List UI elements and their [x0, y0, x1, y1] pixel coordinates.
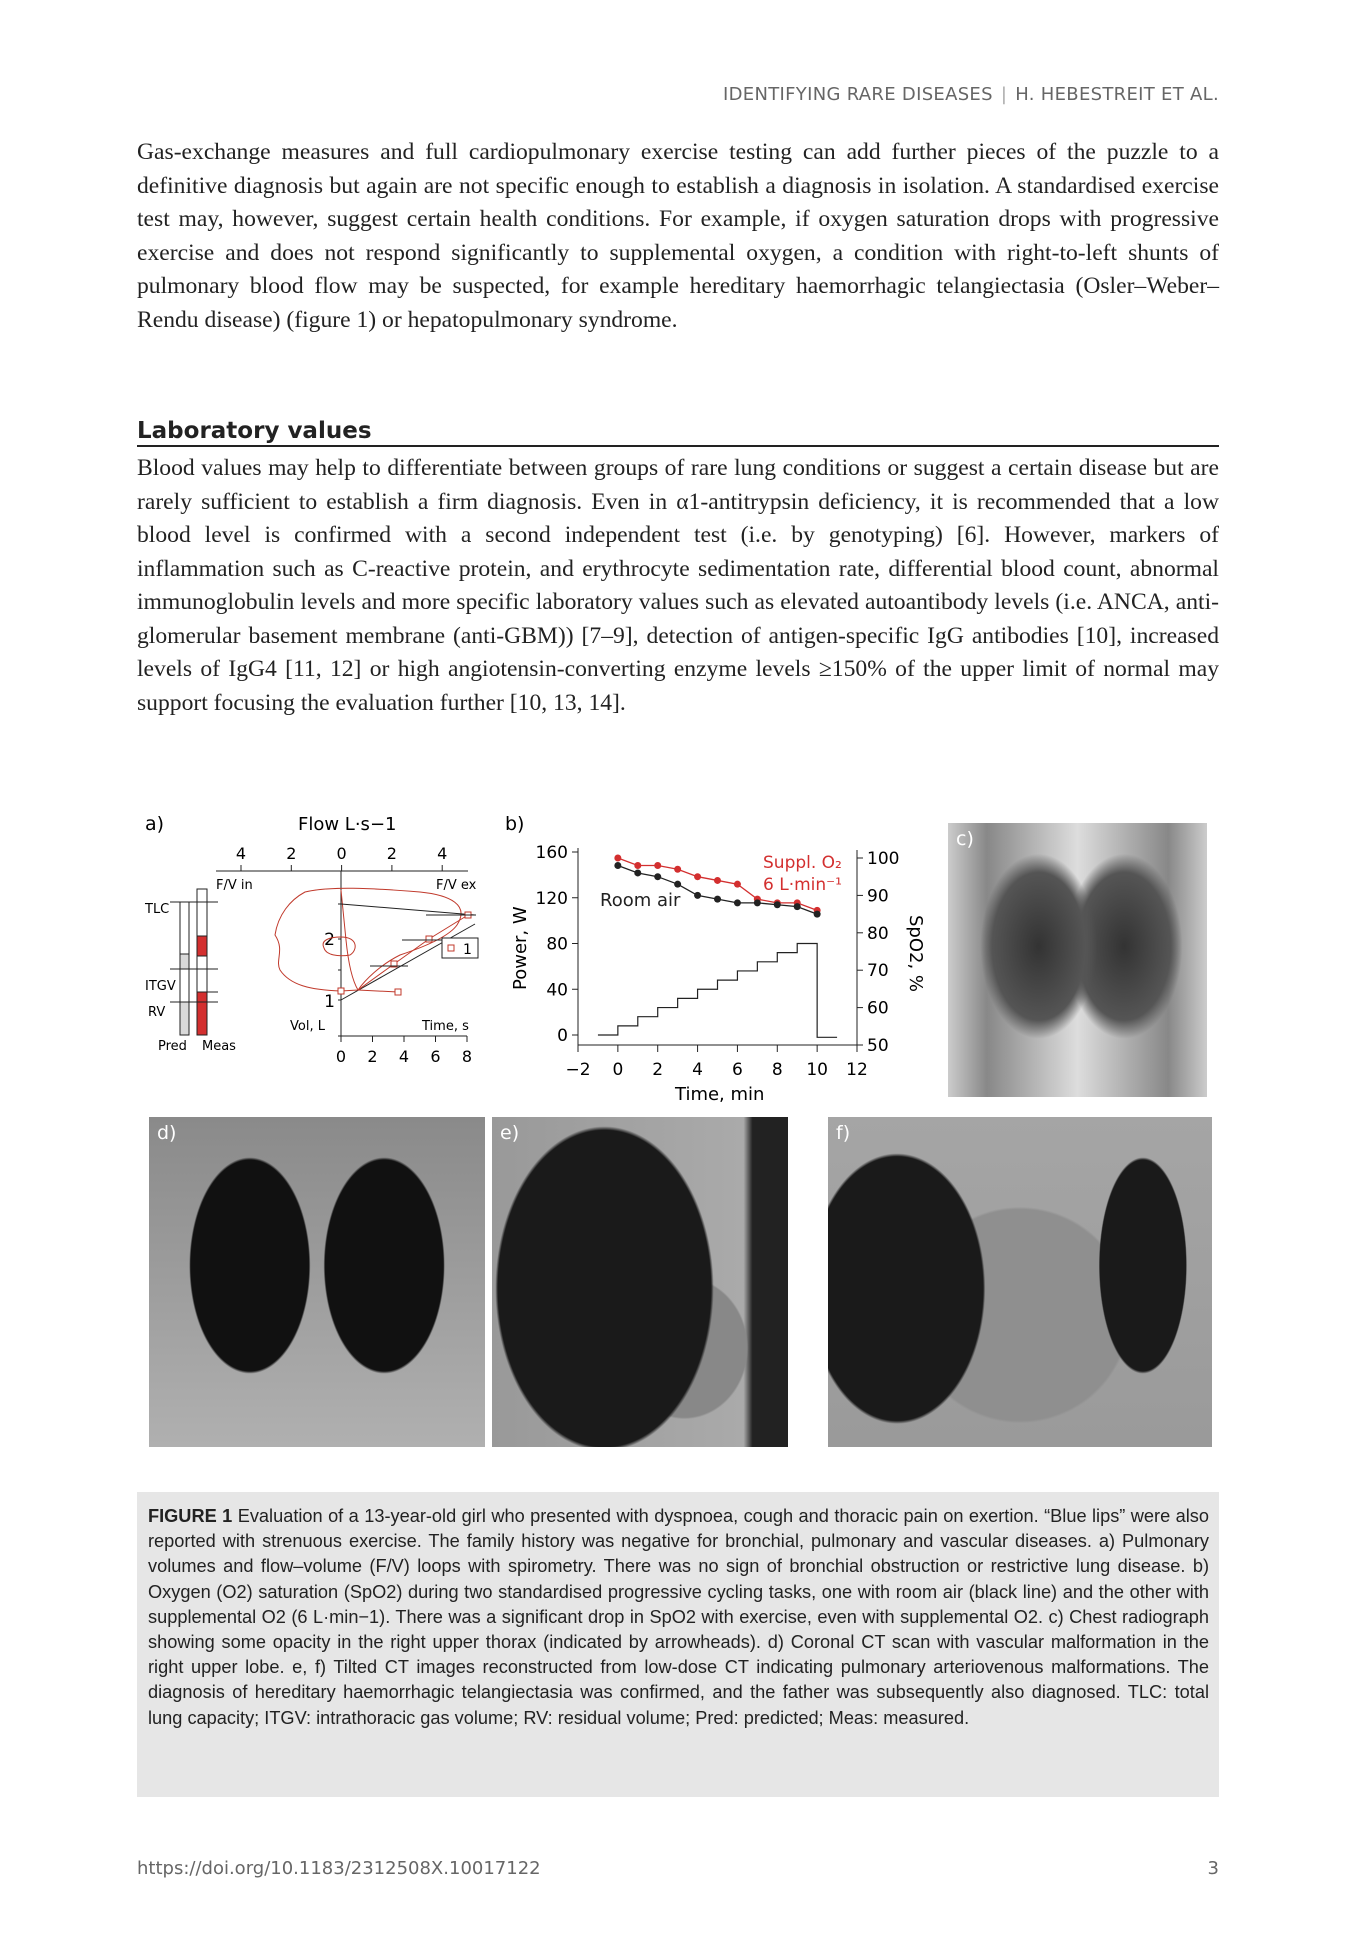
- time-tick-label: 0: [335, 1047, 347, 1066]
- spo2-data-point: [654, 862, 661, 869]
- panel-label-e: e): [500, 1122, 520, 1144]
- panel-label-a: a): [145, 813, 165, 835]
- time-tick-label: 4: [398, 1047, 410, 1066]
- x-axis-label: Time, min: [675, 1084, 765, 1105]
- bar-measured-rv: [197, 992, 207, 1035]
- bar-category-meas: Meas: [202, 1039, 236, 1054]
- flow-tick-label: 2: [386, 844, 397, 863]
- paragraph-text: Blood values may help to differentiate between groups of rare lung conditions or suggest a certain disease but are rarely sufficient to establish a firm diagnosis. Even in α1-antitrypsin deficiency, it is recommended that a low blood level is confirmed with a second independent test (i.e. by genotyping) [6]. However, markers of inflammation such as C-reactive protein, and erythrocyte sedimentation rate, differential blood count, abnormal immunoglobulin levels and more specific laboratory values such as elevated autoantibody levels (i.e. ANCA, anti-glomerular basement membrane (anti-GBM)) [7–9], detection of antigen-specific IgG antibodies [10], increased levels of IgG4 [11, 12] or high angiotensin-converting enzyme levels ≥150% of the upper limit of normal may support focusing the evaluation further [10, 13, 14].: [137, 455, 1219, 716]
- bar-predicted-rv: [180, 1002, 189, 1035]
- x-tick-label: 10: [806, 1060, 828, 1080]
- spo2-data-point: [634, 869, 641, 876]
- y-axis-label: Power, W: [510, 906, 531, 990]
- x-tick-label: 2: [652, 1060, 664, 1080]
- chart-b-spo2-power: [490, 800, 950, 1110]
- spo2-data-point: [654, 873, 661, 880]
- spo2-data-point: [774, 901, 781, 908]
- y2-tick-label: 60: [867, 998, 889, 1019]
- volume-tick-label: 1: [324, 992, 335, 1012]
- y2-tick-label: 80: [867, 923, 889, 944]
- y2-tick-label: 90: [867, 886, 889, 907]
- panel-label-c: c): [956, 828, 974, 850]
- spo2-data-point: [734, 881, 741, 888]
- legend-box: [442, 938, 478, 958]
- data-marker: [338, 988, 344, 994]
- y-tick-label: 160: [535, 843, 568, 863]
- paragraph-text: Gas-exchange measures and full cardiopulmonary exercise testing can add further pieces of the puzzle to a definitive diagnosis but again are not specific enough to establish a diagnosis in isolation. A standardised exercise test may, however, suggest certain health conditions. For example, if oxygen saturation drops with progressive exercise and does not respond significantly to supplemental oxygen, a condition with right-to-left shunts of pulmonary blood flow may be suspected, for example hereditary haemorrhagic telangiectasia (Osler–Weber–Rendu disease) (figure 1) or hepatopulmonary syndrome.: [137, 139, 1219, 333]
- tilted-ct-image-f: [828, 1117, 1212, 1447]
- time-tick-label: 8: [461, 1047, 473, 1066]
- time-axis-label: Time, s: [422, 1019, 469, 1034]
- spo2-data-point: [694, 892, 701, 899]
- y-tick-label: 40: [546, 980, 568, 1001]
- paragraph-2: [137, 452, 1219, 720]
- bar-measured-tlc: [197, 936, 207, 956]
- fv-ex-label: F/V ex: [436, 878, 477, 893]
- x-tick-label: 0: [612, 1060, 624, 1080]
- time-tick-label: 6: [430, 1047, 441, 1066]
- chart-a-flow-volume: [130, 800, 510, 1080]
- bar-label-itgv: ITGV: [145, 979, 176, 994]
- series-label-room-air: Room air: [600, 890, 681, 911]
- data-marker: [395, 989, 401, 995]
- volume-time-curve: [358, 990, 398, 992]
- panel-label-b: b): [505, 813, 525, 835]
- spo2-data-point: [734, 899, 741, 906]
- x-tick-label: −2: [565, 1060, 591, 1080]
- x-tick-label: 6: [732, 1060, 743, 1080]
- time-tick-label: 2: [367, 1047, 378, 1066]
- spo2-data-point: [694, 873, 701, 880]
- y2-axis-label: SpO2, %: [905, 915, 926, 993]
- figure-caption: [137, 1492, 1219, 1797]
- bar-label-tlc: TLC: [145, 902, 170, 917]
- flow-axis-title: Flow L·s−1: [298, 814, 397, 835]
- series-label-suppl-o2: Suppl. O₂ 6 L·min⁻¹: [763, 853, 842, 895]
- spo2-data-point: [674, 881, 681, 888]
- flow-tick-label: 0: [336, 844, 347, 863]
- vol-axis-label: Vol, L: [290, 1019, 325, 1034]
- bar-label-rv: RV: [148, 1005, 166, 1020]
- volume-time-line: [341, 904, 475, 915]
- legend-label: 1: [463, 942, 472, 958]
- spo2-data-point: [674, 866, 681, 873]
- y-tick-label: 120: [535, 888, 568, 909]
- bar-category-pred: Pred: [158, 1039, 187, 1054]
- x-tick-label: 8: [771, 1060, 783, 1080]
- flow-tick-label: 4: [437, 844, 448, 863]
- x-tick-label: 4: [692, 1060, 703, 1080]
- coronal-ct-image: [149, 1117, 485, 1447]
- authors: H. HEBESTREIT ET AL.: [1015, 84, 1219, 105]
- volume-time-line: [341, 924, 475, 1000]
- spo2-data-point: [634, 862, 641, 869]
- spo2-data-point: [754, 899, 761, 906]
- paragraph-1: [137, 136, 1219, 337]
- chest-radiograph-image: [948, 823, 1207, 1097]
- y2-tick-label: 100: [867, 849, 900, 869]
- legend-marker: [448, 945, 454, 951]
- page-number: 3: [1207, 1858, 1219, 1879]
- panel-label-d: d): [157, 1122, 177, 1144]
- power-step-line: [598, 944, 837, 1038]
- tilted-ct-image-e: [492, 1117, 788, 1447]
- data-marker: [426, 936, 432, 942]
- spo2-data-point: [614, 862, 621, 869]
- flow-tick-label: 2: [286, 844, 297, 863]
- y2-tick-label: 50: [867, 1036, 889, 1056]
- x-tick-label: 12: [846, 1060, 868, 1080]
- doi-link[interactable]: https://doi.org/10.1183/2312508X.10017122: [137, 1858, 541, 1879]
- spo2-data-point: [614, 855, 621, 862]
- caption-text: Evaluation of a 13-year-old girl who presented with dyspnoea, cough and thoracic pain on exertion. “Blue lips” were also reported with strenuous exercise. The family history was negative for bronchial, pulmonary and vascular diseases. a) Pulmonary volumes and flow–volume (F/V) loops with spirometry. There was no sign of bronchial obstruction or restrictive lung disease. b) Oxygen (O2) saturation (SpO2) during two standardised progressive cycling tasks, one with room air (black line) and the other with supplemental O2 (6 L·min−1). There was a significant drop in SpO2 with exercise, even with supplemental O2. c) Chest radiograph showing some opacity in the right upper thorax (indicated by arrowheads). d) Coronal CT scan with vascular malformation in the right upper lobe. e, f) Tilted CT images reconstructed from low-dose CT indicating pulmonary arteriovenous malformations. The diagnosis of hereditary haemorrhagic telangiectasia was confirmed, and the father was subsequently also diagnosed. TLC: total lung capacity; ITGV: intrathoracic gas volume; RV: residual volume; Pred: predicted; Meas: measured.: [148, 1506, 1209, 1728]
- y-tick-label: 80: [546, 934, 568, 955]
- spo2-data-point: [714, 877, 721, 884]
- volume-tick-label: 2: [324, 930, 335, 950]
- y-tick-label: 0: [557, 1026, 568, 1046]
- y2-tick-label: 70: [867, 961, 889, 982]
- journal-section: IDENTIFYING RARE DISEASES: [723, 84, 993, 105]
- flow-tick-label: 4: [235, 844, 247, 863]
- bar-predicted-itgv: [180, 954, 189, 969]
- panel-label-f: f): [836, 1122, 851, 1144]
- spo2-data-point: [814, 911, 821, 918]
- running-header: IDENTIFYING RARE DISEASES | H. HEBESTREIT ET AL.: [723, 84, 1219, 105]
- caption-label: FIGURE 1: [148, 1506, 233, 1526]
- section-heading: Laboratory values: [137, 418, 1219, 447]
- fv-in-label: F/V in: [216, 878, 253, 893]
- spo2-data-point: [714, 896, 721, 903]
- spo2-data-point: [794, 903, 801, 910]
